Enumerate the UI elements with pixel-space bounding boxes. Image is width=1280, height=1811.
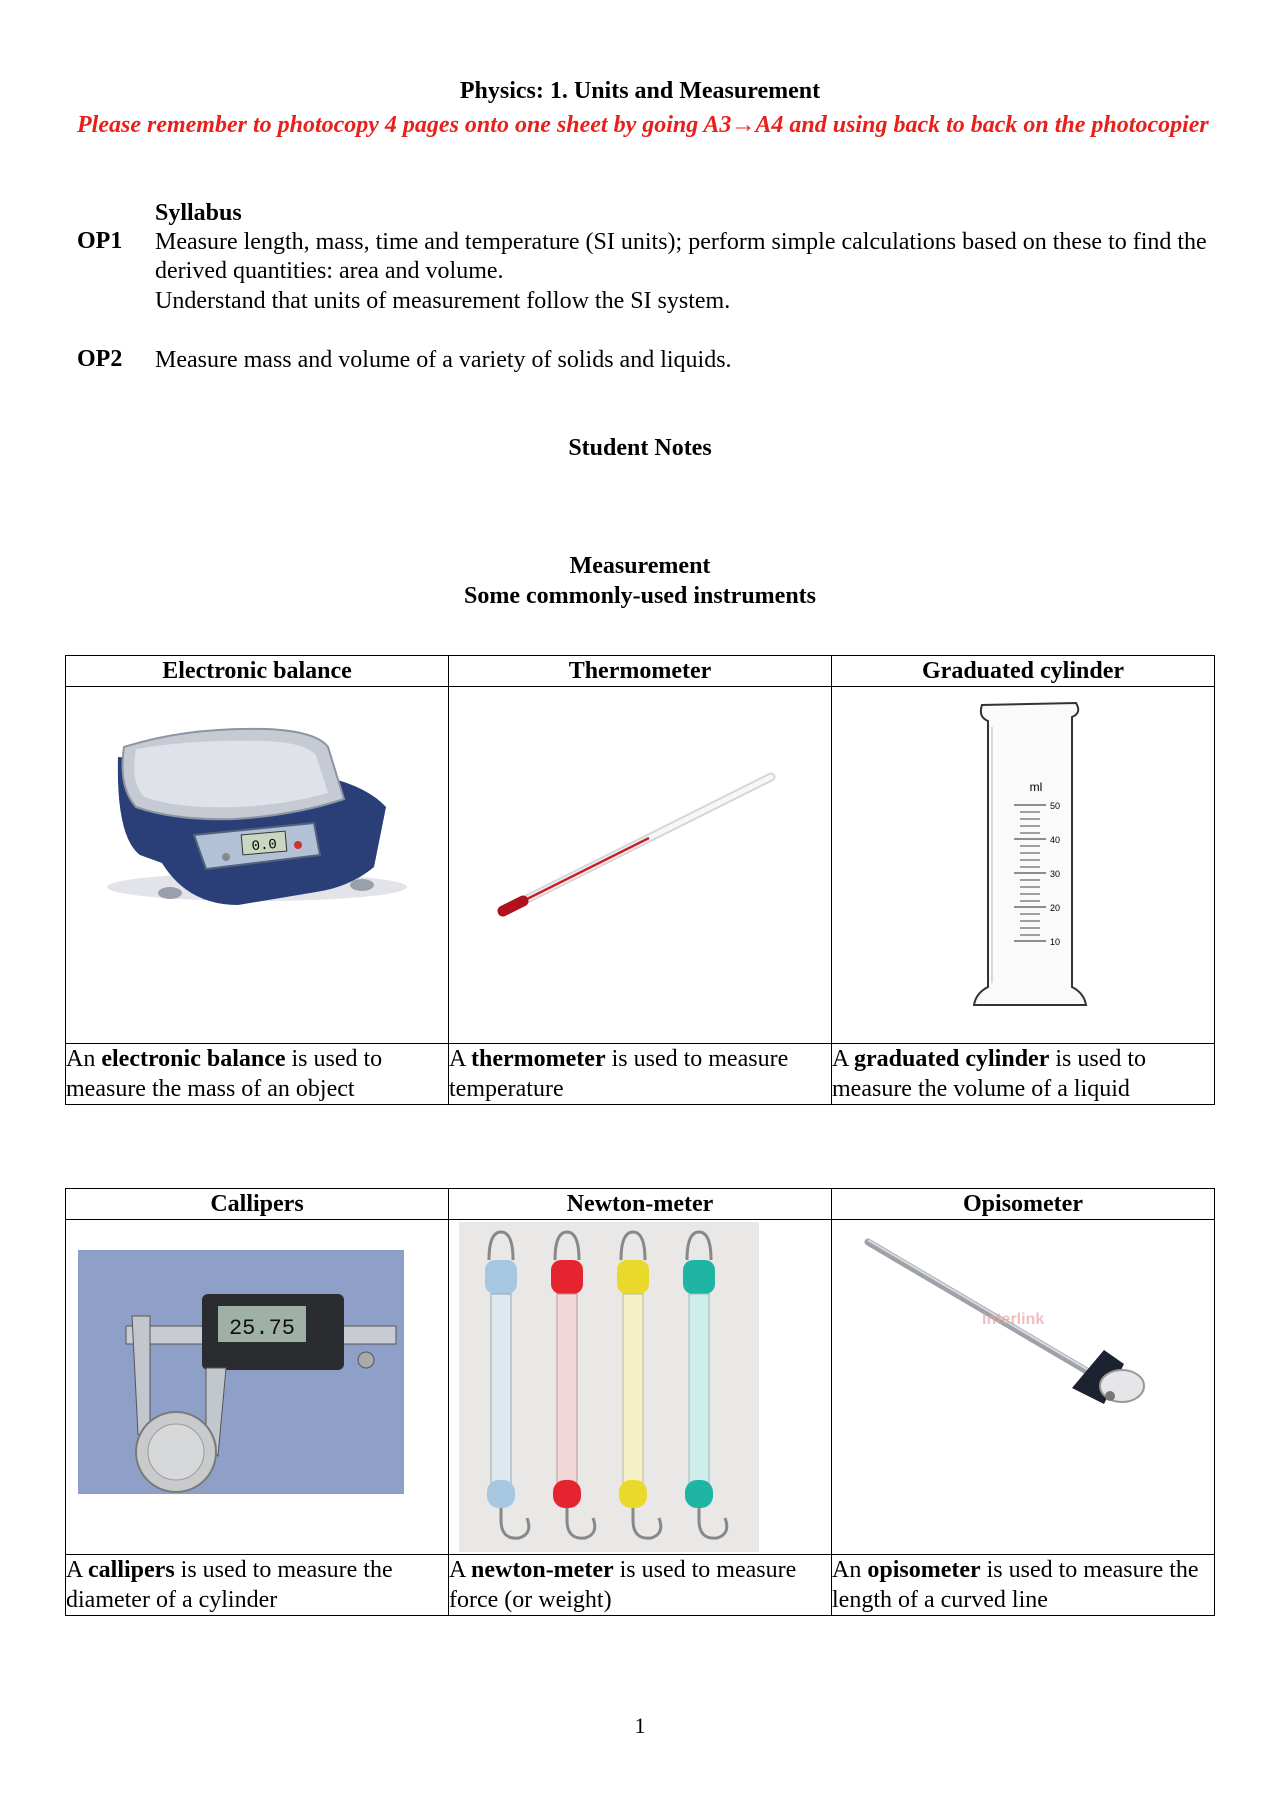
syllabus-heading: Syllabus [155,200,242,226]
cylinder-mark-50: 50 [1050,801,1061,811]
cylinder-mark-40: 40 [1050,835,1061,845]
instruments-subheading: Some commonly-used instruments [464,583,816,609]
balance-display-text: 0.0 [251,836,278,856]
op1-text: Measure length, mass, time and temperature (SI units); perform simple calculations based on these to find the derived quantities: area and volume. [155,229,1207,284]
photocopy-note: Please remember to photocopy 4 pages onto one sheet by going A3→A4 and using back to back on the photocopier [77,112,1209,138]
cylinder-unit-label: ml [1029,780,1043,794]
opisometer-watermark: Interlink [982,1311,1045,1328]
callipers-image-cell [66,1220,449,1555]
cylinder-description: A graduated cylinder is used to measure the volume of a liquid [832,1044,1215,1105]
page-number: 1 [634,1713,646,1738]
opisometer-description: An opisometer is used to measure the length of a curved line [832,1555,1215,1616]
thermometer-description: A thermometer is used to measure temperature [449,1044,832,1105]
thermometer-image-cell [449,687,832,1044]
cylinder-mark-20: 20 [1050,903,1061,913]
graduated-cylinder-image [832,687,1214,1043]
page-title: Physics: 1. Units and Measurement [459,78,821,104]
newton-meter-image-cell [449,1220,832,1555]
op2-text: Measure mass and volume of a variety of solids and liquids. [155,347,732,373]
table2-header-opisometer: Opisometer [832,1189,1215,1220]
student-notes-heading: Student Notes [568,435,712,461]
table1-header-cylinder: Graduated cylinder [832,656,1215,687]
measurement-heading: Measurement [569,553,711,579]
newton-meter-description: A newton-meter is used to measure force (or weight) [449,1555,832,1616]
opisometer-image [832,1220,1214,1554]
cylinder-image-cell [832,687,1215,1044]
opisometer-image-cell [832,1220,1215,1555]
instruments-table-2 [65,1188,1215,1616]
electronic-balance-image [66,687,448,1043]
callipers-display-text: 25.75 [228,1316,296,1341]
balance-image-cell [66,687,449,1044]
cylinder-mark-30: 30 [1050,869,1061,879]
table1-header-thermometer: Thermometer [449,656,832,687]
callipers-image [66,1220,448,1554]
op1-label: OP1 [77,228,123,254]
newton-meter-image [449,1220,831,1554]
table2-header-callipers: Callipers [66,1189,449,1220]
balance-description: An electronic balance is used to measure the mass of an object [66,1044,449,1105]
op1-text-2: Understand that units of measurement follow the SI system. [155,288,731,314]
table1-header-balance: Electronic balance [66,656,449,687]
thermometer-image [449,687,831,1043]
table2-header-newton-meter: Newton-meter [449,1189,832,1220]
instruments-table-1 [65,655,1215,1105]
cylinder-mark-10: 10 [1050,937,1061,947]
callipers-description: A callipers is used to measure the diameter of a cylinder [66,1555,449,1616]
op2-label: OP2 [77,346,123,372]
